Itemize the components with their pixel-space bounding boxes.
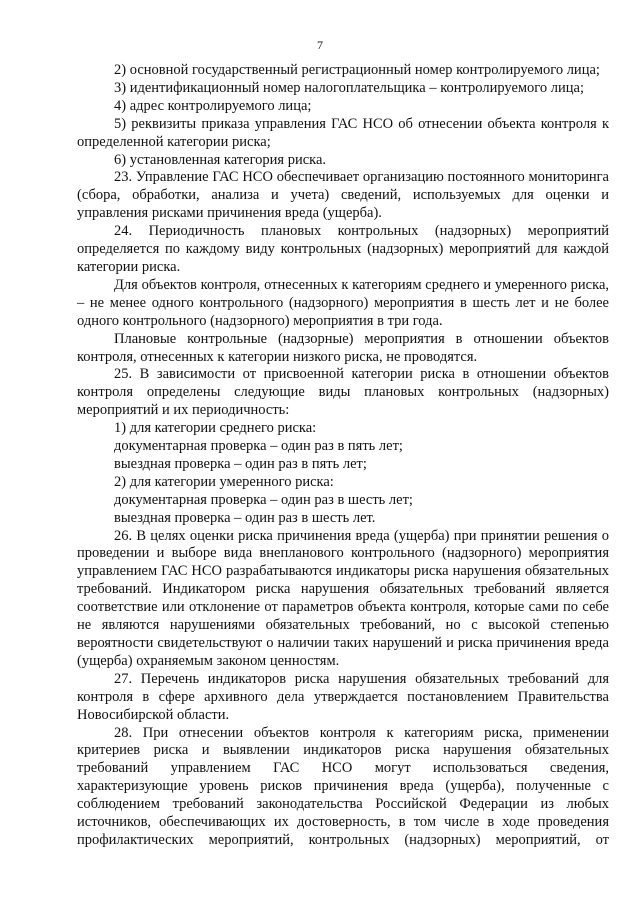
list-item-moderate-documentary: документарная проверка – один раз в шесть лет;: [114, 491, 413, 508]
paragraph-24: 24. Периодичность плановых контрольных (надзорных) мероприятий определяется по каждому виду контрольных (надзорных) мероприятий для каждой категории риска.: [77, 223, 609, 275]
list-item-moderate-onsite: выездная проверка – один раз в шесть лет.: [114, 509, 376, 526]
list-item-order-details: 5) реквизиты приказа управления ГАС НСО об отнесении объекта контроля к определенной категории риска;: [77, 115, 609, 150]
list-item-moderate-risk: 2) для категории умеренного риска:: [114, 473, 334, 490]
list-item-ogrn: 2) основной государственный регистрационный номер контролируемого лица;: [114, 62, 600, 78]
paragraph-23: 23. Управление ГАС НСО обеспечивает организацию постоянного мониторинга (сбора, обработки, анализа и учета) сведений, используемых для оценки и управления рисками причинения вреда (ущерба).: [77, 169, 609, 222]
paragraph-27: 27. Перечень индикаторов риска нарушения обязательных требований для контроля в сфере архивного дела утверждается постановлением Правительства Новосибирской области.: [77, 670, 609, 723]
paragraph-24-low-risk: Плановые контрольные (надзорные) мероприятия в отношении объектов контроля, отнесенных к категории низкого риска, не проводятся.: [77, 330, 609, 365]
list-item-medium-documentary: документарная проверка – один раз в пять лет;: [114, 438, 403, 455]
list-item-medium-onsite: выездная проверка – один раз в пять лет;: [114, 455, 367, 472]
paragraph-24-medium-moderate: Для объектов контроля, отнесенных к категориям среднего и умеренного риска, – не менее одного контрольного (надзорного) мероприятия в шесть лет и не более одного контрольного (надзорного) мероприятия в три года.: [77, 276, 609, 329]
list-item-medium-risk: 1) для категории среднего риска:: [114, 420, 317, 437]
list-item-address: 4) адрес контролируемого лица;: [114, 97, 312, 114]
page-number: 7: [317, 38, 323, 52]
document-body: [77, 62, 609, 850]
list-item-inn: 3) идентификационный номер налогоплательщика – контролируемого лица;: [114, 79, 584, 96]
paragraph-28: 28. При отнесении объектов контроля к категориям риска, применении критериев риска и выявлении индикаторов риска нарушения обязательных требований управлением ГАС НСО могут использоваться сведения, характеризующие уровень рисков причинения вреда (ущерба), полученные с соблюдением требований законодательства Российской Федерации из любых источников, обеспечивающих их достоверность, в том числе в ходе проведения профилактических мероприятий, контрольных (надзорных) мероприятий, от: [77, 724, 609, 848]
list-item-risk-category: 6) установленная категория риска.: [114, 151, 327, 168]
paragraph-26: 26. В целях оценки риска причинения вреда (ущерба) при принятии решения о проведении и выборе вида внепланового контрольного (надзорного) мероприятия управлением ГАС НСО разрабатываются индикаторы риска нарушения обязательных требований. Индикатором риска нарушения обязательных требований является соответствие или отклонение от параметров объекта контроля, которые сами по себе не являются нарушениями обязательных требований, но с высокой степенью вероятности свидетельствуют о наличии таких нарушений и риска причинения вреда (ущерба) охраняемым законом ценностям.: [77, 527, 609, 669]
paragraph-25: 25. В зависимости от присвоенной категории риска в отношении объектов контроля определены следующие виды плановых контрольных (надзорных) мероприятий и их периодичность:: [77, 366, 609, 419]
